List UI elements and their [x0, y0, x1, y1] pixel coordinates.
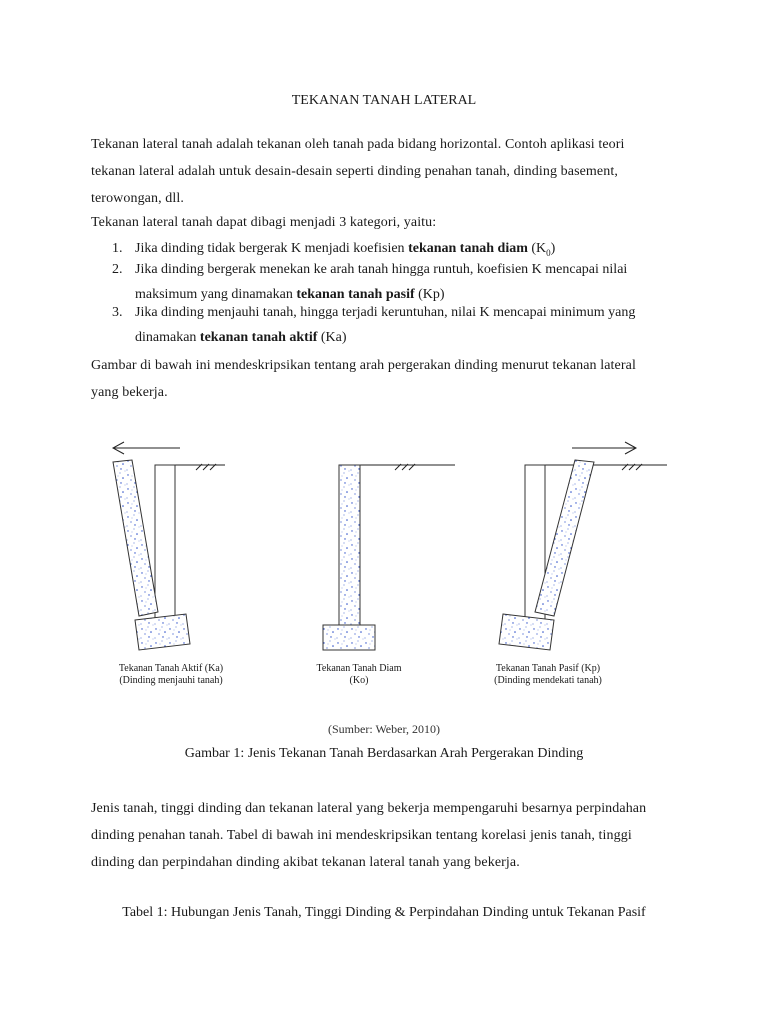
- wall-footing: [323, 625, 375, 650]
- figure-intro-line-2: yang bekerja.: [91, 385, 168, 400]
- wall-stem: [113, 460, 158, 616]
- wall-stem: [339, 465, 360, 625]
- list-number: 3.: [112, 305, 123, 320]
- list-number: 1.: [112, 241, 123, 256]
- categories-intro: Tekanan lateral tanah dapat dibagi menjadi 3 kategori, yaitu:: [91, 215, 437, 230]
- para2-line-1: Jenis tanah, tinggi dinding dan tekanan lateral yang bekerja mempengaruhi besarnya perpindahan: [91, 801, 647, 816]
- figure-label-line: Tekanan Tanah Diam: [316, 663, 402, 674]
- figure-source: (Sumber: Weber, 2010): [328, 722, 440, 736]
- figure-intro-line-1: Gambar di bawah ini mendeskripsikan tentang arah pergerakan dinding menurut tekanan lateral: [91, 358, 636, 373]
- list-text-line-1: Jika dinding bergerak menekan ke arah tanah hingga runtuh, koefisien K mencapai nilai: [135, 262, 628, 277]
- para2-line-2: dinding penahan tanah. Tabel di bawah ini mendeskripsikan tentang korelasi jenis tanah, tinggi: [91, 828, 632, 843]
- figure-label-line: Tekanan Tanah Pasif (Kp): [495, 663, 601, 674]
- figure-label-passive: [483, 663, 613, 687]
- figure-label-line: (Dinding mendekati tanah): [494, 675, 602, 686]
- figure-label-line: (Dinding menjauhi tanah): [119, 675, 223, 686]
- para2-line-3: dinding dan perpindahan dinding akibat tekanan lateral tanah yang bekerja.: [91, 855, 520, 870]
- original-wall-outline: [155, 465, 175, 640]
- active-wall-diagram: [113, 442, 225, 650]
- list-number: 2.: [112, 262, 123, 277]
- at-rest-wall-diagram: [323, 464, 455, 650]
- passive-wall-diagram: [499, 442, 667, 650]
- wall-footing: [499, 614, 554, 650]
- list-text: Jika dinding tidak bergerak K menjadi koefisien tekanan tanah diam $(K_0)$: [135, 241, 556, 258]
- figure-label-active: [106, 663, 236, 687]
- figure-label-line: Tekanan Tanah Aktif (Ka): [118, 663, 224, 674]
- list-text-line-2: dinamakan tekanan tanah aktif (Ka): [135, 330, 347, 345]
- figure-caption: Gambar 1: Jenis Tekanan Tanah Berdasarkan Arah Pergerakan Dinding: [184, 746, 584, 761]
- page-title: TEKANAN TANAH LATERAL: [291, 93, 477, 108]
- list-text-line-1: Jika dinding menjauhi tanah, hingga terjadi keruntuhan, nilai K mencapai minimum yang: [135, 305, 636, 320]
- list-item: [0, 301, 768, 349]
- table-caption: Tabel 1: Hubungan Jenis Tanah, Tinggi Dinding & Perpindahan Dinding untuk Tekanan Pasif: [122, 905, 646, 920]
- arrow-right-icon: [572, 442, 636, 454]
- list-item: [0, 258, 768, 306]
- wall-footing: [135, 614, 190, 650]
- list-text-line-2: maksimum yang dinamakan tekanan tanah pasif (Kp): [135, 287, 445, 302]
- intro-line-3: terowongan, dll.: [91, 191, 184, 206]
- figure-label-line: (Ko): [349, 675, 369, 686]
- retaining-wall-figure: [0, 430, 768, 700]
- intro-line-2: tekanan lateral adalah untuk desain-desain seperti dinding penahan tanah, dinding basement,: [91, 164, 618, 179]
- arrow-left-icon: [113, 442, 180, 454]
- intro-line-1: Tekanan lateral tanah adalah tekanan oleh tanah pada bidang horizontal. Contoh aplikasi teori: [91, 137, 625, 152]
- figure-label-at-rest: [294, 663, 424, 687]
